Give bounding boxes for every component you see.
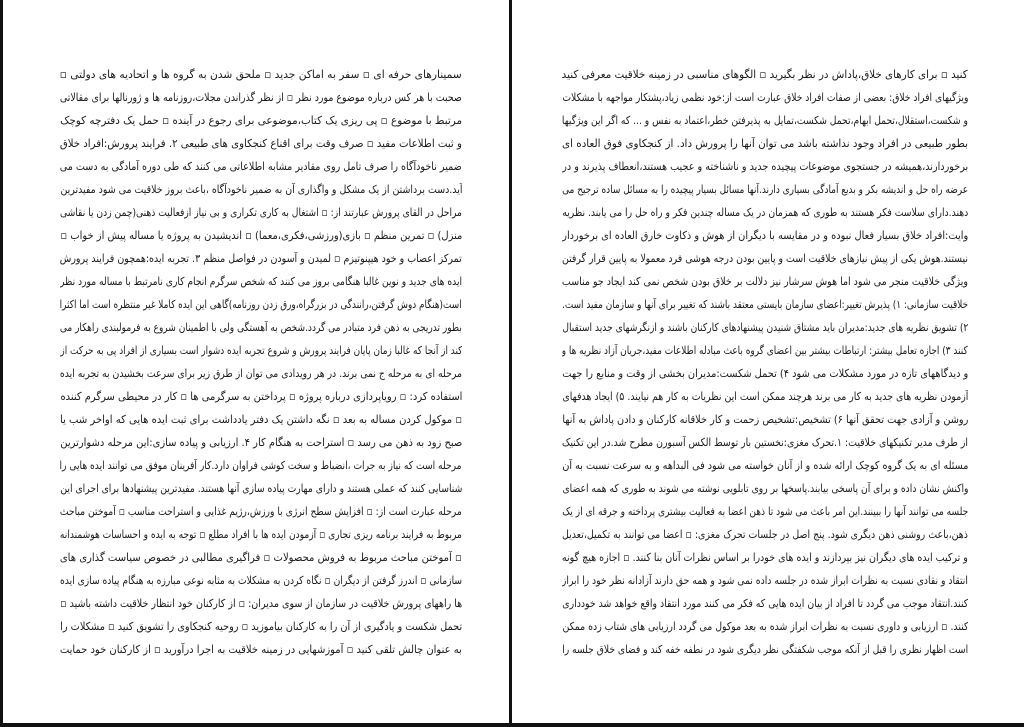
text-line xyxy=(60,614,462,637)
line-text: سازمانی ▫ اندرز گرفتن از دیگران ▫ نگاه کردن به مشکلات به مثابه نوعی مبارزه به هنگام پیاده سازی ایده xyxy=(60,574,462,587)
line-text: شناسایی کنند که عملی هستند و دارای مهارت پیاده سازی آنها هستند. مفیدترین پیشنهادها برای اجرای این xyxy=(60,482,462,495)
line-text: آزمودن نظریه های جدید به کار می برند هرچند ممکن است این نظریات به کار هم نیایند. ۵) ایجاد هدفهای xyxy=(562,390,968,403)
text-line xyxy=(562,407,968,430)
line-text: ▫ آموختن مباحث مربوط به فروش محصولات ▫ فراگیری مطالبی در خصوص سیاست گذاری های xyxy=(60,551,462,564)
line-text: ویژگیهای افراد خلاق: بعضی از صفات افراد خلاق عبارت است از:خود نظمی زیاد،پشتکار مواجهه با مشکلات xyxy=(562,91,968,104)
text-line xyxy=(60,384,462,407)
line-text: است(هنگام دوش گرفتن،رانندگی در بزرگراه،ورق زدن روزنامه)گاهی این ایده کاملا غیر منتظره است اما اکثرا xyxy=(60,298,462,311)
text-line xyxy=(60,315,462,338)
line-text: جلسه می توانند آنها را ببینند.این امر باعث می شود تا ذهن اعضا به فعالیت بیشتری پرداخته و جرقه ای از یک xyxy=(562,505,968,518)
line-text: مراحل در القای پرورش عبارتند از: ▫ اشتغال به کاری تکراری و بی نیاز ازفعالیت ذهنی(چمن زدن یا نقاشی xyxy=(60,206,462,219)
text-line xyxy=(60,85,462,108)
text-line xyxy=(60,568,462,591)
line-text: مسئله ای به یک گروه کوچک ارائه شده و از آنان خواسته می شود فی البداهه و به سرعت نسبت به آن xyxy=(562,459,968,472)
line-text: کند از آنجا که غالبا زمان پایان فرایند پرورش و شروع تجربه ایده دشوار است بسیاری از افراد پی به حرکت از xyxy=(60,344,462,357)
page-right-text xyxy=(562,62,968,660)
line-text: کنند. ▫ ارزیابی و داوری نسبت به نظرات ابراز شده به بعد موکول می گردد ارزیابی های شتاب زده ممکن xyxy=(562,620,968,633)
text-line xyxy=(562,545,968,568)
text-line xyxy=(562,522,968,545)
line-text: برخوردارند،همیشه در جستجوی موضوعات پیچیده جدید و ناشناخته و عجیب هستند،انعطاف پذیرند و در xyxy=(562,160,968,173)
text-line xyxy=(562,614,968,637)
text-line xyxy=(562,269,968,292)
text-line xyxy=(60,361,462,384)
line-text: ۲) تشویق نظریه های جدید:مدیران باید مشتاق شنیدن پیشنهادهای کارکنان باشند و ازنگرشهای جدید استقبال xyxy=(562,321,968,334)
text-line xyxy=(60,292,462,315)
line-text: از طرف مدیر تکنیکهای خلاقیت: ۱.تحرک مغزی:نخستین بار توسط الکس آسبورن مطرح شد.در این تکنیک xyxy=(562,436,968,449)
text-line xyxy=(60,177,462,200)
text-line xyxy=(562,292,968,315)
text-line xyxy=(562,361,968,384)
line-text: ها راههای پرورش خلاقیت در سازمان از سوی مدیران: ▫ از کارکنان خود انتظار خلاقیت داشته باشید ▫ xyxy=(60,597,462,610)
text-line xyxy=(562,223,968,246)
line-text: انتقاد و نقادی نسبت به نظرات ابراز شده در جلسه داده نمی شود و همه حق دارند آزادانه نظر خود را ابراز xyxy=(562,574,968,587)
text-line xyxy=(562,108,968,131)
text-line xyxy=(60,223,462,246)
text-line xyxy=(562,591,968,614)
line-text: صبح زود به ذهن می رسد ▫ استراحت به هنگام کار ۴. ارزیابی و پیاده سازی:این مرحله دشوارترین xyxy=(60,436,462,449)
line-text: صحبت با هر کس درباره موضوع مورد نظر ▫ از نظر گذراندن مجلات،روزنامه ها و ژورنالها برای مقالاتی xyxy=(60,91,462,104)
text-line xyxy=(60,407,462,430)
line-text: کنند ۳) اجازه تعامل بیشتر: ارتباطات بیشتر بین اعضای گروه باعث مبادله اطلاعات مفید،جریان آزاد نظریه ها و xyxy=(562,344,968,357)
line-text: خلاقیت سازمانی: ۱) پذیرش تغییر:اعضای سازمان بایستی معتقد باشند که تغییر برای آنها و سازمان مفید است. xyxy=(562,298,968,311)
text-line xyxy=(60,591,462,614)
line-text: ضمیر ناخودآگاه را صرف تامل روی مقادیر مشابه اطلاعاتی می کنند که طی دوره آمادگی به دست می xyxy=(60,160,462,173)
text-line xyxy=(60,430,462,453)
text-line xyxy=(60,154,462,177)
text-line xyxy=(562,154,968,177)
text-line xyxy=(60,246,462,269)
text-line xyxy=(562,85,968,108)
line-text: تمرکز اعصاب و خود هیپنوتیزم ▫ لمیدن و آسودن در فواصل منظم ۳. تجربه ایده:همچون فرایند پرورش xyxy=(60,252,462,265)
text-line xyxy=(562,62,968,85)
line-text: دهند.دارای سلاست فکر هستند به طوری که همزمان در یک مساله چندین فکر و راه حل را می یابند. نظریه xyxy=(562,206,968,219)
line-text: آید.دست برداشتن از یک مشکل و واگذاری آن به ضمیر ناخودآگاه ،باعث بروز خلاقیت می شود مفیدترین xyxy=(60,183,462,196)
text-line xyxy=(562,200,968,223)
text-line xyxy=(60,637,462,660)
line-text: نیستند.هوش یکی از پیش نیازهای خلاقیت است و پایین بودن درجه هوشی فرد معمولا به پایین قرار گرفتن xyxy=(562,252,968,265)
text-line xyxy=(60,338,462,361)
line-text: و ترکیب ایده های دیگران نیز بپردازند و ایده های خودرا بر اساس نظرات آنان بنا کنند. ▫ اجازه هیچ گونه xyxy=(562,551,968,564)
text-line xyxy=(562,131,968,154)
line-text: روشن و آزادی جهت تحقق آنها ۶) تشخیص:تشخیص زحمت و کار خلاقانه کارکنان و دادن پاداش به آنها xyxy=(562,413,968,426)
line-text: ▫ موکول کردن مساله به بعد ▫ نگه داشتن یک دفتر یادداشت برای ثبت ایده هایی که اواخر شب یا xyxy=(60,413,462,426)
text-line xyxy=(562,177,968,200)
text-line xyxy=(60,453,462,476)
line-text: ایده های جدید و نوین غالبا هنگامی بروز می کنند که شخص سرگرم انجام کاری نامرتبط با مساله مورد نظر xyxy=(60,275,462,288)
text-line xyxy=(60,62,462,85)
text-line xyxy=(60,269,462,292)
line-text: تحمل شکست و یادگیری از آن را به کارکنان بیاموزید ▫ روحیه کنجکاوی را تشویق کنید ▫ مشکلات را xyxy=(60,620,462,633)
text-line xyxy=(562,568,968,591)
line-text: مرتبط با موضوع ▫ پی ریزی یک کتاب،موضوعی برای رجوع در آینده ▫ حمل یک دفترچه کوچک xyxy=(60,114,462,127)
line-text: بطور تدریجی به ذهن فرد متبادر می گردد.شخص به آهستگی ولی با اطمینان شروع به فرمولبندی راهکار می xyxy=(60,321,462,334)
line-text: مربوط به فرایند برنامه ریزی تجاری ▫ آزمودن ایده ها با افراد مطلع ▫ توجه به ایده و احساسات هوشمندانه xyxy=(60,528,462,541)
text-line xyxy=(562,315,968,338)
text-line xyxy=(562,430,968,453)
line-text: است اظهار نظری را قبل از آنکه موجب شکفتگی نظر دیگری شود در نطفه خفه کند و فضای خلاق جلسه را xyxy=(562,643,968,656)
text-line xyxy=(60,499,462,522)
line-text: واکنش نشان داده و برای آن پاسخی بیابند.پاسخها بر روی تابلویی نوشته می شوند به طوری که همه اعضای xyxy=(562,482,968,495)
line-text: مرحله ای به مرحله ج نمی برند. در هر رویدادی می توان از طرق زیر برای سرعت بخشیدن به تجربه ایده xyxy=(60,367,462,380)
text-line xyxy=(562,246,968,269)
line-text: ذهن،باعث روشنی ذهن دیگری شود. پنج اصل در جلسات تحرک مغزی: ▫ اعضا می توانند به تکمیل،تعدیل xyxy=(562,528,968,541)
line-text: سمینارهای حرفه ای ▫ سفر به اماکن جدید ▫ ملحق شدن به گروه ها و اتحادیه های دولتی ▫ xyxy=(60,68,462,81)
page-edge-bottom xyxy=(0,723,1024,727)
line-text: وایت:افراد خلاق بسیار فعال نبوده و در مقایسه با دیگران از هوش و ذکاوت خارق العاده ای برخوردار xyxy=(562,229,968,242)
page-left-text xyxy=(60,62,462,660)
line-text: کنند.انتقاد موجب می گردد تا افراد از بیان ایده هایی که فکر می کنند مورد انتقاد واقع خواهد شد خودداری xyxy=(562,597,968,610)
line-text: استفاده کرد: ▫ رویاپردازی درباره پروژه ▫ پرداختن به سرگرمی ها ▫ کار در محیطی سرگرم کننده xyxy=(60,390,462,403)
text-line xyxy=(60,545,462,568)
line-text: عرضه راه حل و اندیشه بکر و بدیع آمادگی بسیاری دارند.آنها مسائل بسیار پیچیده را به مسائل ساده ترجیح می xyxy=(562,183,968,196)
line-text: مرحله است که نیاز به جرات ،انضباط و سخت کوشی فراوان دارد.کار آفرینان موفق می توانند ایده هایی را xyxy=(60,459,462,472)
line-text: و دیدگاههای تازه در مورد مشکلات می شود ۴) تحمل شکست:مدیران بخشی از وقت و منابع را جهت xyxy=(562,367,968,380)
line-text: بطور طبیعی در افراد وجود نداشته باشد می توان آنها را پرورش داد. از کنجکاوی فوق العاده ای xyxy=(562,137,968,150)
line-text: به عنوان چالش تلقی کنید ▫ آموزشهایی در زمینه خلاقیت به اجرا درآورید ▫ از کارکنان خود حمایت xyxy=(60,643,462,656)
text-line xyxy=(60,476,462,499)
text-line xyxy=(60,200,462,223)
text-line xyxy=(562,338,968,361)
line-text: منزل) ▫ تمرین منظم ▫ بازی(ورزشی،فکری،معما) ▫ اندیشیدن به پروژه یا مساله پیش از خواب ▫ xyxy=(60,229,462,242)
text-line xyxy=(562,637,968,660)
text-line xyxy=(562,476,968,499)
line-text: کنید ▫ برای کارهای خلاق،پاداش در نظر بگیرید ▫ الگوهای مناسبی در زمینه خلاقیت معرفی کنید xyxy=(562,68,968,81)
text-line xyxy=(60,522,462,545)
text-line xyxy=(562,499,968,522)
line-text: و ثبت اطلاعات مفید ▫ صرف وقت برای اقناع کنجکاوی های طبیعی ۲. فرایند پرورش:افراد خلاق xyxy=(60,137,462,150)
text-line xyxy=(562,453,968,476)
text-line xyxy=(60,108,462,131)
line-text: و شکست،استقلال،تحمل ابهام،تحمل شکست،تمایل به پذیرفتن خطر،اعتماد به نفس و ... که اگر این ویژگیها xyxy=(562,114,968,127)
line-text: مرحله عبارت است از: ▫ افزایش سطح انرژی با ورزش،رژیم غذایی و استراحت مناسب ▫ آموختن مباحث xyxy=(60,505,462,518)
text-line xyxy=(562,384,968,407)
text-line xyxy=(60,131,462,154)
line-text: ویژگی خلاقیت منجر می شود اما هوش سرشار نیز دلالت بر خلاق بودن شخص نمی کند ایجاد جو مناسب xyxy=(562,275,968,288)
